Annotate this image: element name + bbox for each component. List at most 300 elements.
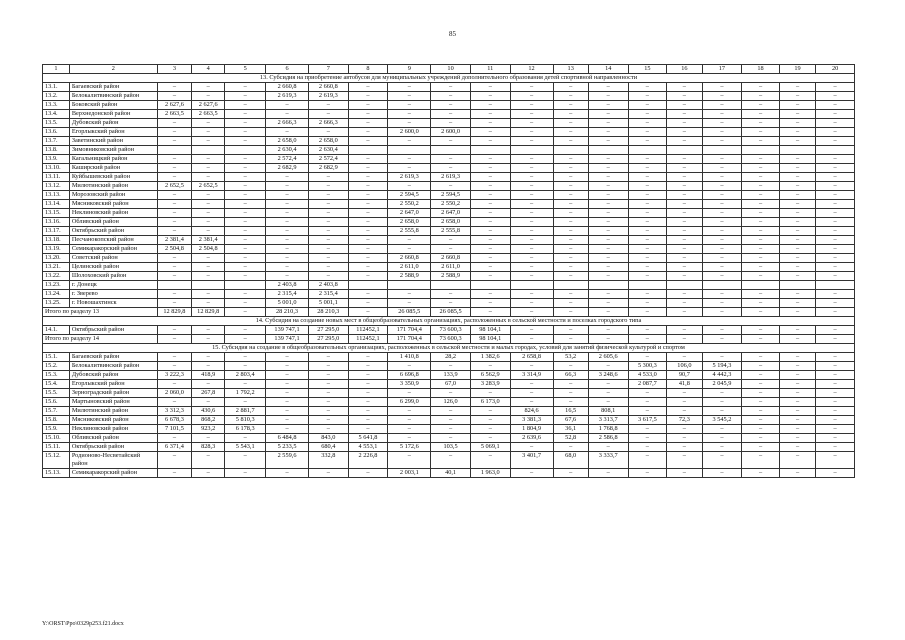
- value-cell: 2 619,3: [388, 173, 431, 182]
- value-cell: –: [779, 443, 815, 452]
- section-title-row: [43, 74, 855, 83]
- total-value: –: [742, 308, 780, 317]
- value-cell: –: [510, 209, 553, 218]
- value-cell: –: [431, 182, 471, 191]
- value-cell: –: [388, 236, 431, 245]
- column-number: 19: [779, 65, 815, 74]
- value-cell: –: [470, 218, 510, 227]
- value-cell: –: [192, 128, 225, 137]
- value-cell: –: [588, 182, 628, 191]
- value-cell: –: [588, 290, 628, 299]
- value-cell: –: [192, 380, 225, 389]
- total-value: –: [588, 308, 628, 317]
- value-cell: –: [192, 92, 225, 101]
- table-row: [43, 272, 855, 281]
- district-name: Дубовский район: [69, 371, 157, 380]
- value-cell: –: [348, 119, 388, 128]
- value-cell: 2 315,4: [308, 290, 348, 299]
- value-cell: –: [157, 227, 191, 236]
- district-name: Кагальницкий район: [69, 155, 157, 164]
- value-cell: –: [266, 227, 309, 236]
- value-cell: –: [225, 263, 266, 272]
- value-cell: 7 101,5: [157, 425, 191, 434]
- value-cell: 5 001,0: [266, 299, 309, 308]
- value-cell: –: [667, 290, 702, 299]
- value-cell: 868,2: [192, 416, 225, 425]
- value-cell: –: [348, 155, 388, 164]
- value-cell: –: [702, 101, 742, 110]
- value-cell: –: [510, 182, 553, 191]
- value-cell: [667, 146, 702, 155]
- value-cell: 2 504,8: [157, 245, 191, 254]
- value-cell: [388, 281, 431, 290]
- value-cell: –: [266, 182, 309, 191]
- value-cell: –: [510, 272, 553, 281]
- value-cell: –: [779, 236, 815, 245]
- value-cell: –: [702, 173, 742, 182]
- value-cell: 3 350,9: [388, 380, 431, 389]
- value-cell: –: [779, 200, 815, 209]
- value-cell: 16,5: [553, 407, 588, 416]
- value-cell: –: [742, 398, 780, 407]
- value-cell: –: [553, 155, 588, 164]
- value-cell: –: [628, 119, 667, 128]
- value-cell: [431, 146, 471, 155]
- value-cell: –: [348, 236, 388, 245]
- value-cell: –: [742, 218, 780, 227]
- value-cell: –: [816, 290, 855, 299]
- district-name: Каширский район: [69, 164, 157, 173]
- total-value: –: [779, 308, 815, 317]
- value-cell: –: [553, 299, 588, 308]
- value-cell: 3 283,9: [470, 380, 510, 389]
- value-cell: –: [348, 164, 388, 173]
- value-cell: –: [388, 434, 431, 443]
- value-cell: 2 087,7: [628, 380, 667, 389]
- table-row: [43, 110, 855, 119]
- value-cell: –: [742, 434, 780, 443]
- row-number: 13.14.: [43, 200, 70, 209]
- value-cell: –: [266, 425, 309, 434]
- value-cell: –: [431, 245, 471, 254]
- row-number: 13.6.: [43, 128, 70, 137]
- value-cell: 267,8: [192, 389, 225, 398]
- value-cell: –: [192, 263, 225, 272]
- value-cell: –: [588, 443, 628, 452]
- district-name: Неклиновский район: [69, 425, 157, 434]
- value-cell: –: [510, 200, 553, 209]
- row-number: 15.9.: [43, 425, 70, 434]
- value-cell: –: [157, 299, 191, 308]
- value-cell: 6 484,8: [266, 434, 309, 443]
- value-cell: 2 586,8: [588, 434, 628, 443]
- value-cell: 6 678,3: [157, 416, 191, 425]
- value-cell: –: [157, 119, 191, 128]
- value-cell: –: [388, 389, 431, 398]
- table-row: [43, 425, 855, 434]
- value-cell: –: [266, 380, 309, 389]
- district-name: Обливский район: [69, 434, 157, 443]
- value-cell: –: [510, 254, 553, 263]
- value-cell: –: [510, 155, 553, 164]
- value-cell: –: [348, 83, 388, 92]
- value-cell: –: [628, 137, 667, 146]
- value-cell: –: [779, 434, 815, 443]
- value-cell: –: [157, 398, 191, 407]
- value-cell: 2 619,3: [266, 92, 309, 101]
- value-cell: –: [348, 110, 388, 119]
- value-cell: –: [266, 272, 309, 281]
- value-cell: –: [308, 371, 348, 380]
- value-cell: –: [157, 290, 191, 299]
- value-cell: –: [667, 119, 702, 128]
- value-cell: 2 600,0: [431, 128, 471, 137]
- value-cell: –: [431, 164, 471, 173]
- row-number: 14.1.: [43, 326, 70, 335]
- value-cell: –: [742, 209, 780, 218]
- value-cell: –: [779, 119, 815, 128]
- value-cell: –: [628, 110, 667, 119]
- district-name: Мясниковский район: [69, 416, 157, 425]
- value-cell: –: [266, 407, 309, 416]
- value-cell: –: [308, 254, 348, 263]
- value-cell: 2 660,8: [266, 83, 309, 92]
- value-cell: –: [266, 191, 309, 200]
- value-cell: –: [779, 389, 815, 398]
- value-cell: –: [470, 452, 510, 469]
- column-number: 1: [43, 65, 70, 74]
- value-cell: –: [388, 407, 431, 416]
- value-cell: –: [628, 299, 667, 308]
- value-cell: –: [308, 469, 348, 478]
- value-cell: –: [779, 164, 815, 173]
- value-cell: –: [348, 353, 388, 362]
- value-cell: –: [742, 164, 780, 173]
- value-cell: 2 639,6: [510, 434, 553, 443]
- value-cell: –: [816, 227, 855, 236]
- value-cell: –: [225, 101, 266, 110]
- value-cell: –: [816, 425, 855, 434]
- total-value: –: [192, 335, 225, 344]
- value-cell: –: [779, 326, 815, 335]
- value-cell: 98 104,1: [470, 326, 510, 335]
- value-cell: –: [470, 434, 510, 443]
- value-cell: 2 315,4: [266, 290, 309, 299]
- value-cell: –: [779, 299, 815, 308]
- value-cell: –: [588, 110, 628, 119]
- value-cell: –: [779, 290, 815, 299]
- value-cell: –: [553, 173, 588, 182]
- value-cell: –: [742, 101, 780, 110]
- value-cell: –: [816, 218, 855, 227]
- value-cell: –: [588, 191, 628, 200]
- value-cell: –: [192, 452, 225, 469]
- value-cell: [510, 146, 553, 155]
- value-cell: –: [308, 272, 348, 281]
- value-cell: –: [553, 398, 588, 407]
- value-cell: –: [225, 380, 266, 389]
- value-cell: –: [431, 407, 471, 416]
- column-number: 3: [157, 65, 191, 74]
- value-cell: –: [348, 227, 388, 236]
- value-cell: –: [431, 92, 471, 101]
- table-row: [43, 128, 855, 137]
- value-cell: –: [192, 209, 225, 218]
- value-cell: 2 504,8: [192, 245, 225, 254]
- total-value: –: [816, 308, 855, 317]
- value-cell: –: [470, 245, 510, 254]
- value-cell: –: [667, 92, 702, 101]
- table-row: [43, 416, 855, 425]
- value-cell: –: [348, 245, 388, 254]
- value-cell: –: [667, 263, 702, 272]
- value-cell: –: [816, 389, 855, 398]
- value-cell: –: [588, 398, 628, 407]
- value-cell: [470, 281, 510, 290]
- row-number: 15.5.: [43, 389, 70, 398]
- total-value: 98 104,1: [470, 335, 510, 344]
- value-cell: 2 605,6: [588, 353, 628, 362]
- value-cell: –: [510, 263, 553, 272]
- value-cell: [816, 281, 855, 290]
- value-cell: 66,3: [553, 371, 588, 380]
- value-cell: –: [667, 425, 702, 434]
- value-cell: –: [510, 443, 553, 452]
- value-cell: –: [667, 101, 702, 110]
- value-cell: 2 555,8: [388, 227, 431, 236]
- value-cell: 6 696,8: [388, 371, 431, 380]
- value-cell: –: [470, 110, 510, 119]
- value-cell: [157, 281, 191, 290]
- value-cell: 52,8: [553, 434, 588, 443]
- table-row: [43, 434, 855, 443]
- value-cell: –: [779, 254, 815, 263]
- total-value: –: [510, 335, 553, 344]
- value-cell: –: [816, 119, 855, 128]
- value-cell: –: [157, 92, 191, 101]
- value-cell: –: [431, 101, 471, 110]
- value-cell: –: [667, 245, 702, 254]
- value-cell: –: [816, 137, 855, 146]
- value-cell: 5 172,6: [388, 443, 431, 452]
- value-cell: –: [266, 101, 309, 110]
- row-number: 15.4.: [43, 380, 70, 389]
- value-cell: –: [816, 164, 855, 173]
- value-cell: –: [225, 155, 266, 164]
- value-cell: –: [470, 128, 510, 137]
- value-cell: –: [816, 92, 855, 101]
- value-cell: [510, 281, 553, 290]
- value-cell: –: [266, 209, 309, 218]
- value-cell: –: [308, 389, 348, 398]
- table-row: [43, 200, 855, 209]
- value-cell: –: [702, 443, 742, 452]
- total-row: [43, 308, 855, 317]
- value-cell: –: [816, 326, 855, 335]
- value-cell: –: [628, 209, 667, 218]
- value-cell: –: [628, 200, 667, 209]
- value-cell: –: [742, 254, 780, 263]
- value-cell: –: [742, 137, 780, 146]
- total-value: –: [742, 335, 780, 344]
- value-cell: –: [588, 380, 628, 389]
- value-cell: –: [816, 398, 855, 407]
- total-value: –: [225, 308, 266, 317]
- value-cell: –: [225, 290, 266, 299]
- value-cell: –: [816, 443, 855, 452]
- value-cell: –: [628, 83, 667, 92]
- value-cell: –: [702, 326, 742, 335]
- value-cell: –: [816, 182, 855, 191]
- value-cell: 5 300,3: [628, 362, 667, 371]
- column-number: 20: [816, 65, 855, 74]
- value-cell: –: [742, 119, 780, 128]
- value-cell: –: [192, 326, 225, 335]
- value-cell: –: [742, 227, 780, 236]
- value-cell: –: [702, 299, 742, 308]
- value-cell: 2 611,0: [388, 263, 431, 272]
- value-cell: 6 562,9: [470, 371, 510, 380]
- value-cell: 2 658,0: [431, 218, 471, 227]
- table-row: [43, 469, 855, 478]
- value-cell: 2 627,6: [192, 101, 225, 110]
- value-cell: –: [388, 110, 431, 119]
- value-cell: –: [308, 128, 348, 137]
- value-cell: –: [192, 398, 225, 407]
- district-name: Семикаракорский район: [69, 469, 157, 478]
- value-cell: [779, 281, 815, 290]
- value-cell: –: [348, 380, 388, 389]
- value-cell: 2 588,9: [431, 272, 471, 281]
- total-value: –: [470, 308, 510, 317]
- value-cell: –: [431, 299, 471, 308]
- value-cell: –: [225, 164, 266, 173]
- value-cell: –: [702, 92, 742, 101]
- row-number: 13.23.: [43, 281, 70, 290]
- value-cell: –: [779, 128, 815, 137]
- value-cell: –: [348, 425, 388, 434]
- row-number: 15.11.: [43, 443, 70, 452]
- district-name: Октябрьский район: [69, 326, 157, 335]
- value-cell: –: [816, 407, 855, 416]
- value-cell: –: [348, 362, 388, 371]
- value-cell: 2 660,8: [431, 254, 471, 263]
- value-cell: 2 630,4: [308, 146, 348, 155]
- value-cell: –: [742, 443, 780, 452]
- value-cell: –: [510, 83, 553, 92]
- value-cell: 828,3: [192, 443, 225, 452]
- value-cell: –: [510, 191, 553, 200]
- row-number: 13.11.: [43, 173, 70, 182]
- value-cell: –: [388, 92, 431, 101]
- value-cell: –: [431, 362, 471, 371]
- table-row: [43, 209, 855, 218]
- value-cell: –: [816, 128, 855, 137]
- value-cell: 2 555,8: [431, 227, 471, 236]
- total-value: –: [667, 308, 702, 317]
- value-cell: –: [308, 263, 348, 272]
- table-row: [43, 326, 855, 335]
- value-cell: [348, 146, 388, 155]
- value-cell: 2 619,3: [308, 92, 348, 101]
- value-cell: –: [742, 416, 780, 425]
- value-cell: –: [225, 110, 266, 119]
- value-cell: –: [266, 200, 309, 209]
- value-cell: 4 553,1: [348, 443, 388, 452]
- value-cell: –: [470, 101, 510, 110]
- value-cell: –: [779, 209, 815, 218]
- value-cell: –: [667, 236, 702, 245]
- value-cell: –: [816, 263, 855, 272]
- value-cell: –: [308, 191, 348, 200]
- value-cell: –: [470, 407, 510, 416]
- value-cell: –: [431, 137, 471, 146]
- table-row: [43, 173, 855, 182]
- value-cell: –: [225, 353, 266, 362]
- value-cell: –: [702, 110, 742, 119]
- value-cell: 2 647,0: [431, 209, 471, 218]
- value-cell: [431, 281, 471, 290]
- total-value: –: [702, 308, 742, 317]
- value-cell: –: [588, 263, 628, 272]
- value-cell: –: [779, 425, 815, 434]
- value-cell: 430,6: [192, 407, 225, 416]
- value-cell: 2 559,6: [266, 452, 309, 469]
- column-number-row: [43, 65, 855, 74]
- value-cell: –: [667, 83, 702, 92]
- column-number: 10: [431, 65, 471, 74]
- value-cell: –: [308, 101, 348, 110]
- row-number: 13.12.: [43, 182, 70, 191]
- value-cell: –: [702, 227, 742, 236]
- district-name: Неклиновский район: [69, 209, 157, 218]
- value-cell: –: [742, 299, 780, 308]
- district-name: Верхнедонской район: [69, 110, 157, 119]
- value-cell: –: [553, 236, 588, 245]
- value-cell: –: [388, 101, 431, 110]
- value-cell: [628, 146, 667, 155]
- value-cell: 3 222,3: [157, 371, 191, 380]
- value-cell: –: [742, 353, 780, 362]
- value-cell: –: [553, 227, 588, 236]
- value-cell: 2 594,5: [388, 191, 431, 200]
- value-cell: –: [470, 425, 510, 434]
- value-cell: 2 550,2: [388, 200, 431, 209]
- value-cell: –: [192, 227, 225, 236]
- row-number: 13.19.: [43, 245, 70, 254]
- value-cell: –: [348, 398, 388, 407]
- value-cell: –: [816, 155, 855, 164]
- column-number: 14: [588, 65, 628, 74]
- value-cell: –: [667, 218, 702, 227]
- value-cell: –: [470, 362, 510, 371]
- value-cell: –: [157, 218, 191, 227]
- value-cell: –: [308, 110, 348, 119]
- district-name: г. Зверево: [69, 290, 157, 299]
- value-cell: –: [348, 200, 388, 209]
- value-cell: –: [266, 398, 309, 407]
- value-cell: –: [553, 83, 588, 92]
- value-cell: –: [348, 137, 388, 146]
- value-cell: –: [225, 227, 266, 236]
- district-name: Песчанокопский район: [69, 236, 157, 245]
- value-cell: 2 658,8: [510, 353, 553, 362]
- total-value: 26 085,5: [388, 308, 431, 317]
- value-cell: –: [470, 254, 510, 263]
- value-cell: 67,0: [431, 380, 471, 389]
- subsidy-table: [42, 64, 855, 478]
- value-cell: –: [816, 353, 855, 362]
